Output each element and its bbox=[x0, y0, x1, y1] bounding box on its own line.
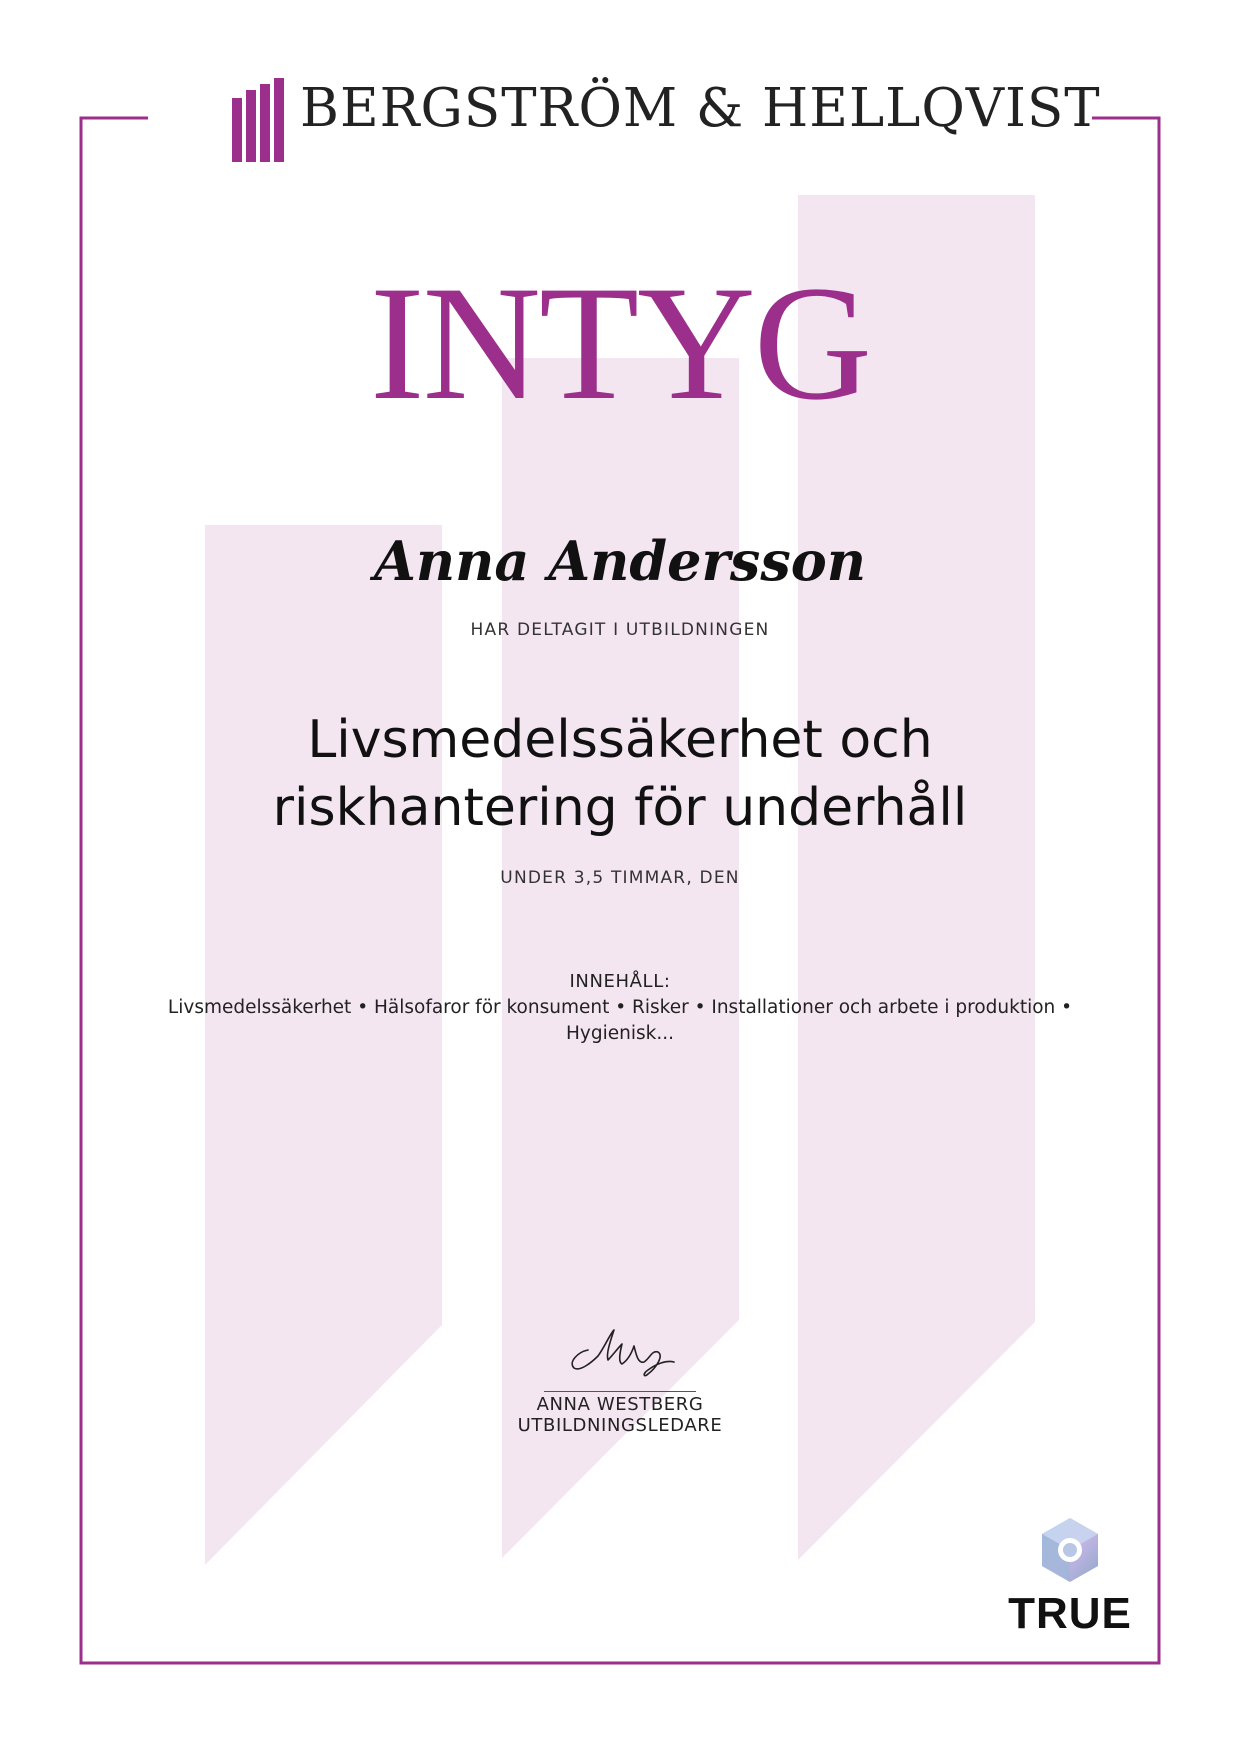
partner-name: TRUE bbox=[1008, 1589, 1132, 1638]
course-title bbox=[0, 706, 1240, 842]
content-label: INNEHÅLL: bbox=[569, 971, 671, 992]
course-title-line1: Livsmedelssäkerhet och bbox=[307, 710, 933, 770]
participation-text: HAR DELTAGIT I UTBILDNINGEN bbox=[470, 620, 770, 640]
hexagon-logo-icon bbox=[1036, 1516, 1104, 1584]
duration-text: UNDER 3,5 TIMMAR, DEN bbox=[500, 868, 740, 888]
bars-logo-icon bbox=[232, 78, 286, 162]
signature-image bbox=[548, 1312, 688, 1392]
signer-name: ANNA WESTBERG bbox=[536, 1394, 704, 1415]
certificate-title: INTYG bbox=[369, 253, 871, 434]
recipient-name: Anna Andersson bbox=[373, 529, 866, 593]
brand-name: BERGSTRÖM & HELLQVIST bbox=[300, 78, 1101, 139]
course-title-line2: riskhantering för underhåll bbox=[272, 778, 968, 838]
signer-role: UTBILDNINGSLEDARE bbox=[517, 1415, 723, 1436]
content-text: Livsmedelssäkerhet • Hälsofaror för konsument • Risker • Installationer och arbete i produktion • Hygienisk... bbox=[167, 997, 1073, 1044]
signature-line bbox=[544, 1391, 696, 1392]
